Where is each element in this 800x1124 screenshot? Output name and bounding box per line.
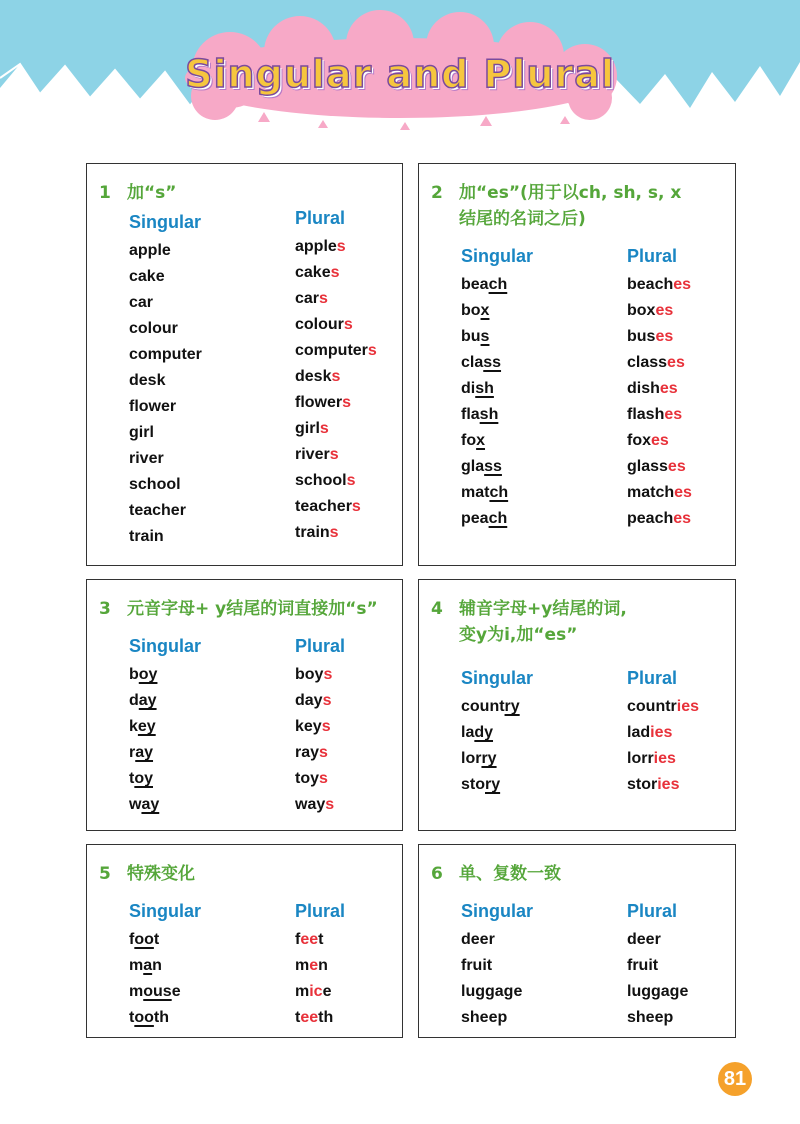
singular-ending: oy: [138, 666, 158, 683]
singular-word: [461, 298, 508, 324]
section-box-5: [86, 844, 403, 1038]
word-stem: computer: [295, 342, 368, 359]
plural-word: [627, 454, 692, 480]
word-stem: lad: [627, 724, 651, 741]
singular-word: [129, 714, 159, 740]
word-stem: r: [129, 744, 136, 761]
singular-word: [129, 979, 181, 1005]
plural-column-header: Plural: [627, 246, 678, 266]
section-rule: 特殊变化: [127, 864, 195, 884]
singular-word-list: [129, 927, 181, 1031]
singular-ending: ch: [488, 510, 508, 527]
section-heading: [99, 596, 396, 622]
section-rule: 元音字母+ y结尾的词直接加“s”: [127, 599, 378, 619]
singular-word: [129, 498, 202, 524]
plural-ending: es: [659, 380, 678, 397]
plural-word: [627, 272, 692, 298]
plural-word: [627, 376, 692, 402]
plural-ending: e: [309, 957, 319, 974]
word-stem: bus: [627, 328, 656, 345]
singular-word-list: [129, 662, 159, 818]
word-stem: cake: [295, 264, 331, 281]
plural-word: [627, 927, 688, 953]
singular-word: [129, 446, 202, 472]
word-stem: ray: [295, 744, 320, 761]
word-stem: sto: [461, 776, 485, 793]
word-stem: t: [129, 770, 135, 787]
section-rule: 加“es”(用于以ch, sh, s, x: [459, 183, 682, 203]
singular-word: [129, 316, 202, 342]
plural-word-list: [295, 662, 334, 818]
word-stem: bea: [461, 276, 489, 293]
section-rule-line2: 结尾的名词之后): [459, 209, 586, 229]
word-stem: la: [461, 724, 475, 741]
plural-word: [295, 740, 334, 766]
singular-word: [461, 1005, 522, 1031]
word-stem: teacher: [295, 498, 352, 515]
singular-word: [461, 402, 508, 428]
word-rest: e: [322, 983, 332, 1000]
plural-word: [295, 260, 377, 286]
plural-ending: s: [343, 316, 353, 333]
word-stem: gla: [461, 458, 485, 475]
plural-word: [627, 506, 692, 532]
word-stem: girl: [295, 420, 320, 437]
plural-ending: s: [319, 744, 328, 761]
singular-ending: ay: [135, 744, 154, 761]
plural-ending: es: [673, 510, 692, 527]
singular-word-list: [129, 238, 202, 550]
word-stem: boy: [295, 666, 324, 683]
word-stem: train: [129, 528, 164, 545]
singular-word: [461, 324, 508, 350]
section-number: 5: [99, 864, 111, 884]
word-stem: match: [627, 484, 675, 501]
singular-ending: ous: [143, 983, 172, 1000]
word-stem: m: [129, 983, 144, 1000]
word-stem: flower: [129, 398, 177, 415]
plural-word: [295, 953, 333, 979]
plural-word: [627, 350, 692, 376]
singular-ending: sh: [479, 406, 499, 423]
singular-column-header: Singular: [129, 636, 202, 656]
singular-word: [129, 688, 159, 714]
plural-ending: s: [319, 770, 328, 787]
plural-word: [295, 662, 334, 688]
singular-ending: ch: [489, 484, 509, 501]
plural-ending: s: [336, 238, 346, 255]
plural-ending: es: [651, 432, 669, 449]
word-stem: count: [461, 698, 505, 715]
word-stem: fruit: [627, 957, 659, 974]
plural-word: [295, 416, 377, 442]
word-stem: t: [129, 1009, 135, 1026]
word-stem: desk: [295, 368, 332, 385]
word-rest: th: [318, 1009, 334, 1026]
word-stem: apple: [295, 238, 337, 255]
word-stem: flash: [627, 406, 665, 423]
plural-word: [295, 1005, 333, 1031]
singular-word: [461, 953, 522, 979]
section-rule-line2: 变y为i,加“es”: [459, 625, 578, 645]
plural-word: [295, 338, 377, 364]
word-stem: b: [129, 666, 139, 683]
singular-word: [461, 506, 508, 532]
singular-word: [129, 342, 202, 368]
plural-ending: s: [323, 666, 333, 683]
singular-word: [461, 454, 508, 480]
section-box-6: [418, 844, 736, 1038]
plural-ending: s: [319, 290, 328, 307]
plural-word: [627, 428, 692, 454]
word-rest: t: [318, 931, 324, 948]
word-stem: teacher: [129, 502, 186, 519]
singular-word-list: [461, 694, 520, 798]
singular-column-header: Singular: [461, 901, 534, 921]
word-stem: computer: [129, 346, 202, 363]
singular-word: [461, 746, 520, 772]
singular-word: [461, 979, 522, 1005]
plural-ending: es: [664, 406, 683, 423]
singular-column-header: Singular: [461, 668, 534, 688]
section-box-1: [86, 163, 403, 566]
word-stem: sheep: [461, 1009, 508, 1026]
singular-word: [461, 428, 508, 454]
word-stem: colour: [295, 316, 344, 333]
word-stem: cake: [129, 268, 165, 285]
plural-word: [295, 766, 334, 792]
plural-word-list: [295, 927, 333, 1031]
word-stem: class: [627, 354, 668, 371]
word-stem: deer: [461, 931, 495, 948]
word-stem: di: [461, 380, 476, 397]
plural-word: [627, 402, 692, 428]
plural-ending: es: [655, 328, 674, 345]
word-stem: sheep: [627, 1009, 674, 1026]
singular-ending: oy: [134, 770, 153, 787]
plural-word: [295, 494, 377, 520]
plural-column-header: Plural: [627, 901, 678, 921]
word-stem: luggage: [461, 983, 523, 1000]
plural-ending: es: [667, 458, 686, 475]
singular-word: [461, 376, 508, 402]
plural-ending: s: [325, 796, 335, 813]
section-box-3: [86, 579, 403, 831]
singular-ending: a: [143, 957, 153, 974]
word-stem: fruit: [461, 957, 493, 974]
plural-word: [627, 1005, 688, 1031]
plural-ending: ee: [300, 1009, 319, 1026]
plural-ending: s: [346, 472, 356, 489]
word-stem: lorr: [627, 750, 654, 767]
singular-word: [461, 350, 508, 376]
plural-word: [627, 298, 692, 324]
word-stem: beach: [627, 276, 674, 293]
word-rest: n: [152, 957, 162, 974]
singular-ending: x: [480, 302, 490, 319]
plural-ending: ies: [676, 698, 700, 715]
singular-word: [129, 1005, 181, 1031]
word-stem: bu: [461, 328, 481, 345]
plural-ending: s: [329, 524, 339, 541]
singular-word: [129, 238, 202, 264]
singular-word: [129, 927, 181, 953]
singular-word: [129, 953, 181, 979]
word-stem: bo: [461, 302, 481, 319]
plural-word: [295, 312, 377, 338]
word-stem: girl: [129, 424, 154, 441]
plural-ending: ies: [650, 724, 673, 741]
plural-word: [627, 746, 699, 772]
singular-word: [129, 264, 202, 290]
word-stem: f: [129, 931, 135, 948]
plural-column-header: Plural: [295, 901, 346, 921]
plural-ending: es: [673, 276, 692, 293]
plural-word-list: [627, 927, 688, 1031]
word-stem: car: [129, 294, 154, 311]
word-stem: car: [295, 290, 320, 307]
plural-ending: es: [674, 484, 692, 501]
word-stem: day: [295, 692, 323, 709]
word-stem: train: [295, 524, 330, 541]
plural-ending: s: [329, 446, 339, 463]
word-stem: river: [295, 446, 330, 463]
word-stem: box: [627, 302, 656, 319]
plural-word: [627, 772, 699, 798]
singular-ending: ry: [485, 776, 501, 793]
plural-word: [627, 694, 699, 720]
singular-word: [461, 694, 520, 720]
singular-word: [461, 272, 508, 298]
plural-word: [295, 927, 333, 953]
singular-word: [129, 290, 202, 316]
word-stem: apple: [129, 242, 171, 259]
section-heading: [431, 861, 729, 887]
singular-ending: oo: [134, 931, 154, 948]
plural-ending: es: [655, 302, 674, 319]
section-box-4: [418, 579, 736, 831]
word-stem: stor: [627, 776, 658, 793]
word-stem: w: [129, 796, 142, 813]
singular-ending: ch: [488, 276, 508, 293]
plural-word: [295, 442, 377, 468]
singular-word: [129, 740, 159, 766]
word-rest: t: [153, 931, 160, 948]
plural-ending: ies: [653, 750, 676, 767]
singular-ending: ry: [481, 750, 497, 767]
word-stem: fo: [461, 432, 477, 449]
plural-word: [627, 720, 699, 746]
singular-ending: s: [480, 328, 490, 345]
section-number: 4: [431, 599, 443, 619]
word-stem: river: [129, 450, 164, 467]
singular-ending: ay: [138, 692, 157, 709]
singular-word: [129, 394, 202, 420]
plural-word: [295, 979, 333, 1005]
singular-ending: sh: [475, 380, 494, 397]
singular-ending: x: [476, 432, 486, 449]
word-rest: th: [153, 1009, 169, 1026]
plural-ending: ies: [657, 776, 680, 793]
section-rule: 辅音字母+y结尾的词,: [459, 599, 627, 619]
plural-word-list: [627, 694, 699, 798]
plural-ending: s: [319, 420, 329, 437]
word-stem: way: [295, 796, 326, 813]
singular-ending: ss: [484, 458, 502, 475]
plural-ending: s: [322, 692, 332, 709]
plural-word: [295, 390, 377, 416]
singular-word: [461, 480, 508, 506]
section-number: 6: [431, 864, 443, 884]
word-stem: d: [129, 692, 139, 709]
plural-ending: ic: [309, 983, 323, 1000]
plural-word-list: [627, 272, 692, 532]
page-title: Singular and Plural: [185, 52, 615, 96]
section-heading: [99, 180, 396, 206]
plural-word: [295, 286, 377, 312]
singular-word: [129, 792, 159, 818]
singular-word: [461, 772, 520, 798]
singular-column-header: Singular: [461, 246, 534, 266]
plural-column-header: Plural: [627, 668, 678, 688]
plural-ending: s: [331, 368, 341, 385]
word-stem: dish: [627, 380, 660, 397]
section-heading: [99, 861, 396, 887]
singular-column-header: Singular: [129, 212, 202, 232]
word-stem: lor: [461, 750, 482, 767]
word-stem: t: [295, 1009, 301, 1026]
word-stem: cla: [461, 354, 484, 371]
singular-word: [461, 720, 520, 746]
word-rest: n: [318, 957, 328, 974]
singular-word: [129, 662, 159, 688]
word-stem: m: [295, 957, 310, 974]
word-stem: fox: [627, 432, 651, 449]
singular-word: [129, 766, 159, 792]
word-stem: f: [295, 931, 301, 948]
singular-ending: ss: [483, 354, 502, 371]
plural-ending: s: [342, 394, 352, 411]
plural-word: [295, 234, 377, 260]
plural-ending: s: [330, 264, 340, 281]
word-stem: mat: [461, 484, 490, 501]
singular-ending: ry: [504, 698, 520, 715]
section-box-2: [418, 163, 736, 566]
word-stem: key: [295, 718, 322, 735]
plural-word: [627, 480, 692, 506]
section-number: 3: [99, 599, 111, 619]
plural-word: [627, 979, 688, 1005]
plural-word: [295, 364, 377, 390]
word-stem: k: [129, 718, 138, 735]
word-stem: deer: [627, 931, 661, 948]
plural-ending: s: [321, 718, 331, 735]
singular-word-list: [461, 272, 508, 532]
plural-ending: es: [667, 354, 685, 371]
section-heading: [431, 596, 729, 648]
plural-column-header: Plural: [295, 636, 346, 656]
plural-column-header: Plural: [295, 208, 346, 228]
word-stem: toy: [295, 770, 319, 787]
plural-ending: s: [367, 342, 377, 359]
plural-word: [627, 953, 688, 979]
section-heading: [431, 180, 729, 232]
section-rule: 单、复数一致: [459, 864, 561, 884]
word-stem: countr: [627, 698, 677, 715]
section-number: 2: [431, 183, 443, 203]
word-stem: flower: [295, 394, 343, 411]
word-stem: m: [295, 983, 310, 1000]
plural-word: [627, 324, 692, 350]
word-stem: m: [129, 957, 144, 974]
singular-word-list: [461, 927, 522, 1031]
word-stem: colour: [129, 320, 178, 337]
word-stem: pea: [461, 510, 489, 527]
word-stem: fla: [461, 406, 480, 423]
plural-word: [295, 688, 334, 714]
singular-word: [129, 368, 202, 394]
singular-ending: dy: [474, 724, 494, 741]
page-number-badge: 81: [718, 1062, 752, 1096]
plural-ending: ee: [300, 931, 319, 948]
singular-column-header: Singular: [129, 901, 202, 921]
singular-word: [129, 472, 202, 498]
plural-ending: s: [351, 498, 361, 515]
word-rest: e: [171, 983, 181, 1000]
plural-word: [295, 792, 334, 818]
plural-word: [295, 468, 377, 494]
word-stem: desk: [129, 372, 166, 389]
plural-word: [295, 714, 334, 740]
word-stem: glass: [627, 458, 668, 475]
singular-ending: oo: [134, 1009, 154, 1026]
section-rule: 加“s”: [127, 183, 177, 203]
singular-word: [461, 927, 522, 953]
singular-word: [129, 420, 202, 446]
singular-ending: ey: [137, 718, 156, 735]
plural-word-list: [295, 234, 377, 546]
plural-word: [295, 520, 377, 546]
word-stem: peach: [627, 510, 674, 527]
word-stem: school: [129, 476, 181, 493]
section-number: 1: [99, 183, 111, 203]
word-stem: luggage: [627, 983, 689, 1000]
singular-ending: ay: [141, 796, 160, 813]
word-stem: school: [295, 472, 347, 489]
singular-word: [129, 524, 202, 550]
